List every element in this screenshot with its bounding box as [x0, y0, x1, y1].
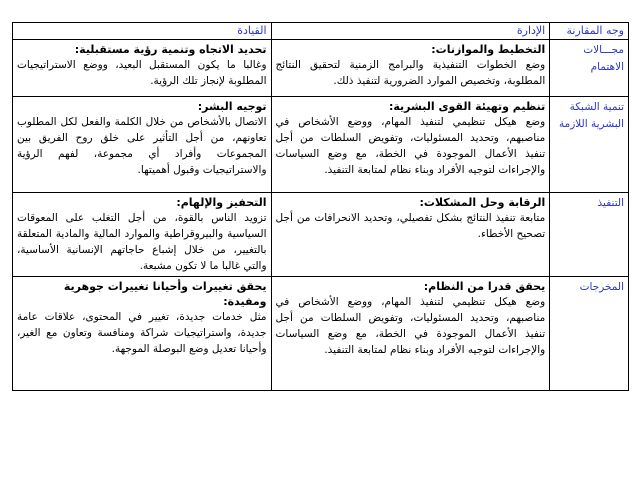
admin-text: متابعة تنفيذ النتائج بشكل تفصيلي، وتحديد الانحرافات من أجل تصحيح الأخطاء.: [275, 212, 546, 240]
admin-text: وضع هيكل تنظيمي لتنفيذ المهام، ووضع الأشخاص في مناصبهم، وتحديد المسئوليات، وتفويض السلطات من أجل تنفيذ الأعمال الموجودة في الخطة، مع وضع السياسات والإجراءات لتوجيه الأفراد وبناء نظام لمتابعة التنفيذ.: [275, 296, 546, 356]
leadership-title: التحفيز والإلهام:: [176, 196, 267, 209]
admin-title: التخطيط والموازنات:: [431, 43, 546, 56]
leadership-cell: [13, 40, 272, 97]
leadership-text: وغالبا ما يكون المستقبل البعيد، ووضع الاستراتيجيات المطلوبة لإنجاز تلك الرؤية.: [17, 59, 267, 87]
leadership-title: يحقق تغييرات وأحيانا تغييرات جوهرية ومفيدة:: [63, 280, 267, 308]
admin-title: يحقق قدرا من النظام:: [423, 280, 546, 293]
header-aspect: وجه المقارنة: [550, 23, 629, 40]
admin-text: وضع هيكل تنظيمي لتنفيذ المهام، ووضع الأشخاص في مناصبهم، وتحديد المسئوليات، وتفويض السلطات من أجل تنفيذ الأعمال الموجودة في الخطة، مع وضع السياسات والإجراءات لتوجيه الأفراد وبناء نظام لمتابعة التنفيذ.: [275, 116, 546, 176]
aspect-cell: تنمية الشبكة البشرية اللازمة: [550, 97, 629, 193]
leadership-title: توجيه البشر:: [197, 100, 267, 113]
admin-cell: [271, 277, 550, 391]
aspect-cell: التنفيذ: [550, 193, 629, 277]
header-row: [13, 23, 629, 40]
table-row: [13, 193, 629, 277]
header-leadership: القيادة: [13, 23, 272, 40]
table-row: [13, 97, 629, 193]
admin-cell: [271, 193, 550, 277]
leadership-title: تحديد الاتجاه وتنمية رؤية مستقبلية:: [74, 43, 267, 56]
leadership-text: تزويد الناس بالقوة، من أجل التغلب على المعوقات السياسية والبيروقراطية والموارد المالية والمادية المتعلقة بالتغيير، من خلال إشباع حاجاتهم الإنسانية الأساسية، والتي غالبا ما لا تكون مشبعة.: [17, 212, 267, 272]
leadership-cell: [13, 277, 272, 391]
admin-cell: [271, 97, 550, 193]
table-row: [13, 40, 629, 97]
admin-title: تنظيم وتهيئة القوى البشرية:: [388, 100, 546, 113]
table-row: [13, 277, 629, 391]
admin-title: الرقابة وحل المشكلات:: [419, 196, 546, 209]
admin-text: وضع الخطوات التنفيذية والبرامج الزمنية لتحقيق النتائج المطلوبة، وتخصيص الموارد الضرورية لتنفيذ ذلك.: [275, 59, 546, 87]
leadership-text: الاتصال بالأشخاص من خلال الكلمة والفعل لكل المطلوب تعاونهم، من أجل التأثير على خلق روح الفريق بين المجموعات وأفراد أي مجموعة، لفهم الرؤية والاستراتيجيات وقبول أهميتها.: [17, 116, 267, 176]
leadership-cell: [13, 193, 272, 277]
header-admin: الإدارة: [271, 23, 550, 40]
leadership-text: مثل خدمات جديدة، تغيير في المحتوى، علاقات عامة جديدة، واستراتيجيات شراكة ومنافسة وتعاون مع الغير، وأحيانا تعديل وضع البوصلة الموجهة.: [17, 311, 267, 355]
comparison-table: [12, 22, 629, 391]
aspect-cell: المخرجات: [550, 277, 629, 391]
admin-cell: [271, 40, 550, 97]
leadership-cell: [13, 97, 272, 193]
aspect-cell: مجـــالات الاهتمام: [550, 40, 629, 97]
